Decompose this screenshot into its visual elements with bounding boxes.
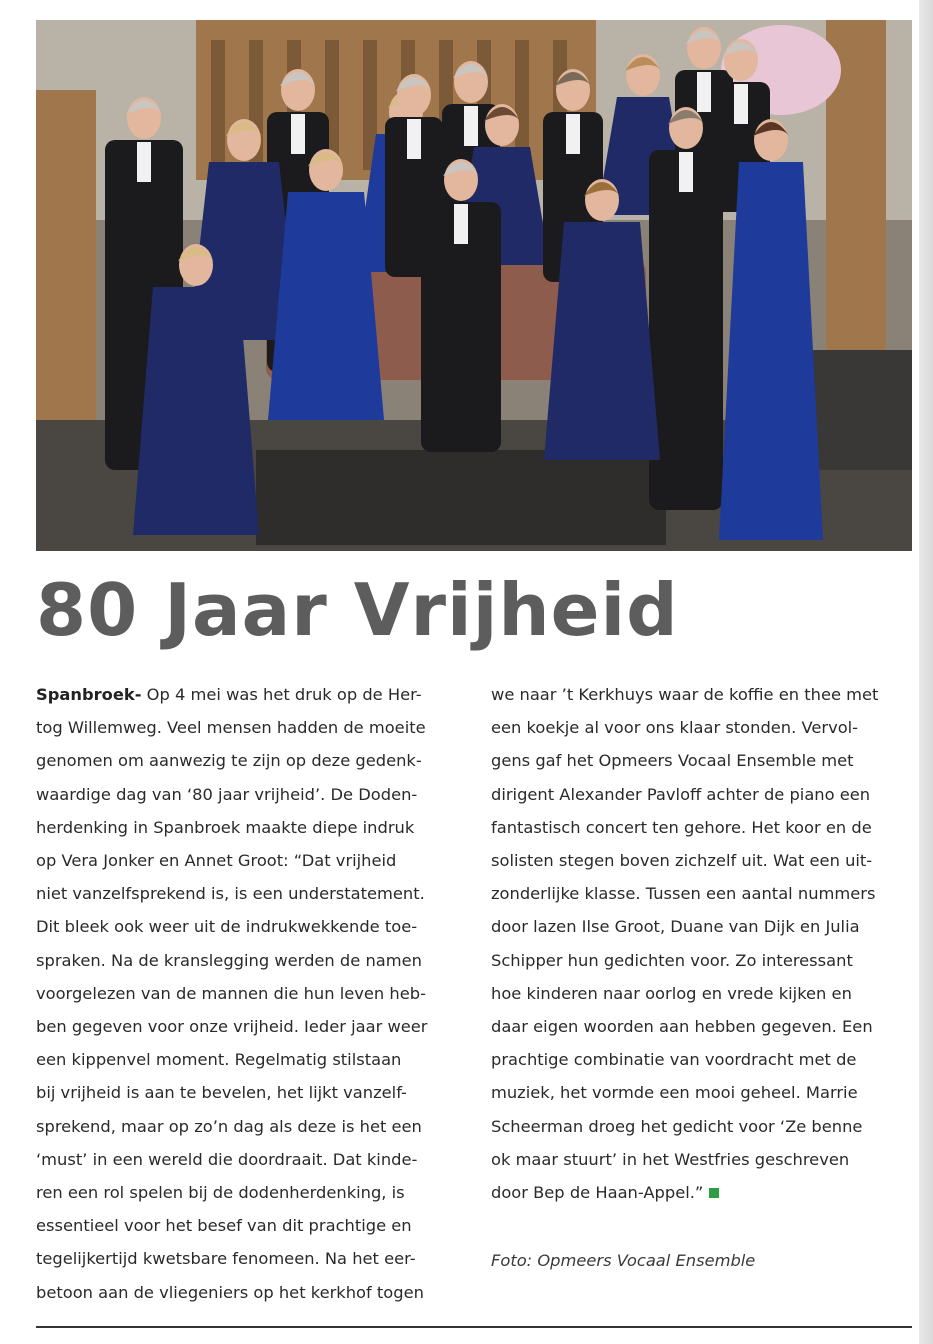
article-line: tegelijkertijd kwetsbare fenomeen. Na het eer-: [36, 1249, 416, 1269]
article-line: zonderlijke klasse. Tussen een aantal nummers: [491, 884, 876, 904]
column-1-lines: [36, 711, 466, 1309]
article-line: muziek, het vormde een mooi geheel. Marrie: [491, 1083, 858, 1103]
page-edge: [919, 0, 933, 1344]
article-line: ok maar stuurt’ in het Westfries geschreven: [491, 1149, 850, 1169]
article-line: essentieel voor het besef van dit prachtige en: [36, 1216, 412, 1236]
article-line: voorgelezen van de mannen die hun leven heb-: [36, 983, 426, 1003]
article-line: ren een rol spelen bij de dodenherdenking, is: [36, 1183, 405, 1203]
end-of-article-icon: [709, 1188, 719, 1198]
article-line: daar eigen woorden aan hebben gegeven. Een: [491, 1017, 873, 1037]
article-line: waardige dag van ‘80 jaar vrijheid’. De Doden-: [36, 784, 418, 804]
article-line: een kippenvel moment. Regelmatig stilstaan: [36, 1050, 402, 1070]
article-line: Dit bleek ook weer uit de indrukwekkende toe-: [36, 917, 418, 937]
article-line: fantastisch concert ten gehore. Het koor en de: [491, 817, 872, 837]
bottom-divider: [36, 1326, 912, 1328]
article-line: sprekend, maar op zo’n dag als deze is het een: [36, 1116, 422, 1136]
headline: 80 Jaar Vrijheid: [36, 568, 679, 652]
article-last-line: [491, 1176, 911, 1209]
article-line: niet vanzelfsprekend is, is een understatement.: [36, 884, 425, 904]
article-line: ‘must’ in een wereld die doordraait. Dat kinde-: [36, 1149, 418, 1169]
article-line: hoe kinderen naar oorlog en vrede kijken en: [491, 983, 852, 1003]
article-line: betoon aan de vliegeniers op het kerkhof togen: [36, 1282, 424, 1302]
article-line: herdenking in Spanbroek maakte diepe indruk: [36, 817, 415, 837]
article-line: een koekje al voor ons klaar stonden. Vervol-: [491, 718, 859, 738]
first-line-text: Op 4 mei was het druk op de Her-: [141, 685, 422, 704]
dateline: Spanbroek-: [36, 685, 142, 704]
article-line: dirigent Alexander Pavloff achter de piano een: [491, 784, 871, 804]
photo-credit: Foto: Opmeers Vocaal Ensemble: [491, 1251, 756, 1270]
article-line: prachtige combinatie van voordracht met de: [491, 1050, 857, 1070]
article-line: [36, 678, 466, 711]
article-line: solisten stegen boven zichzelf uit. Wat een uit-: [491, 851, 873, 871]
choir-group-photo: [36, 20, 912, 551]
group-photo-icon: [36, 20, 912, 551]
last-line-text: door Bep de Haan-Appel.”: [491, 1183, 704, 1203]
article-line: bij vrijheid is aan te bevelen, het lijkt vanzelf-: [36, 1083, 407, 1103]
article-line: Schipper hun gedichten voor. Zo interessant: [491, 950, 853, 970]
article-line: Scheerman droeg het gedicht voor ‘Ze benne: [491, 1116, 863, 1136]
column-2-lines: [491, 678, 911, 1176]
article-line: ben gegeven voor onze vrijheid. Ieder jaar weer: [36, 1017, 428, 1037]
article-column-1: [36, 678, 466, 1309]
article-line: door lazen Ilse Groot, Duane van Dijk en Julia: [491, 917, 860, 937]
article-line: op Vera Jonker en Annet Groot: “Dat vrijheid: [36, 851, 397, 871]
article-line: we naar ’t Kerkhuys waar de koffie en thee met: [491, 685, 879, 704]
article-line: gens gaf het Opmeers Vocaal Ensemble met: [491, 751, 854, 771]
article-line: spraken. Na de kranslegging werden de namen: [36, 950, 422, 970]
article-column-2: [491, 678, 911, 1209]
article-line: genomen om aanwezig te zijn op deze gedenk-: [36, 751, 422, 771]
article-line: tog Willemweg. Veel mensen hadden de moeite: [36, 718, 426, 738]
